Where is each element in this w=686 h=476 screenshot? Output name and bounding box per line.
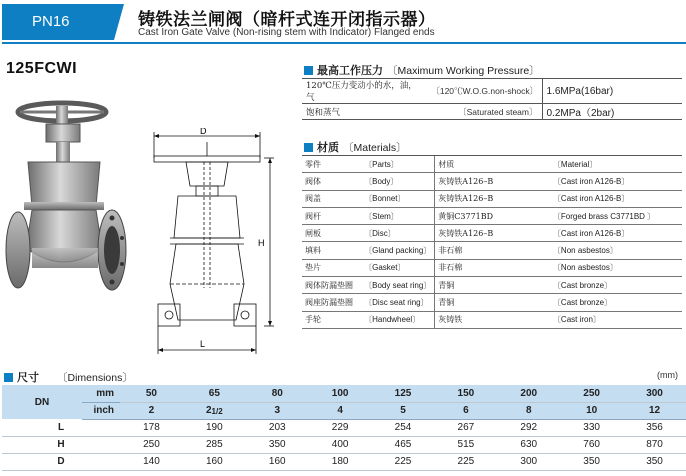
dimension-value: 330	[560, 419, 623, 436]
material-en: 〔Non asbestos〕	[550, 259, 682, 276]
materials-heading-en: 〔Materials〕	[343, 141, 407, 154]
dn-inch-cell: 2	[120, 402, 183, 419]
material-cn: 非石棉	[435, 259, 550, 276]
part-name-en: 〔Stem〕	[361, 207, 435, 224]
pressure-desc-cn: 饱和蒸气	[302, 104, 427, 120]
materials-row	[302, 156, 682, 173]
dimensions-table	[2, 385, 686, 471]
dimensions-heading-en: 〔Dimensions〕	[57, 371, 133, 384]
dimension-value: 515	[434, 436, 497, 453]
materials-row	[302, 190, 682, 207]
dn-mm-cell: 100	[309, 385, 372, 402]
dn-mm-cell: 125	[372, 385, 435, 402]
dimension-value: 870	[623, 436, 686, 453]
dimension-value: 203	[246, 419, 309, 436]
materials-heading-cn: 材质	[317, 141, 339, 154]
material-cn: 青铜	[435, 277, 550, 294]
dimension-value: 400	[309, 436, 372, 453]
dimension-value: 292	[497, 419, 560, 436]
dimension-value: 267	[434, 419, 497, 436]
dn-inch-cell: 4	[309, 402, 372, 419]
pressure-table	[302, 78, 682, 120]
dn-mm-cell: 200	[497, 385, 560, 402]
pressure-heading	[304, 62, 540, 78]
materials-row	[302, 207, 682, 224]
material-en: 〔Cast iron A126-B〕	[550, 225, 682, 242]
part-name-cn: 填料	[302, 242, 361, 259]
title-english: Cast Iron Gate Valve (Non-rising stem with Indicator) Flanged ends	[138, 27, 435, 38]
part-name-en: 〔Disc seat ring〕	[361, 294, 435, 311]
dimension-value: 465	[372, 436, 435, 453]
dimension-value: 285	[183, 436, 246, 453]
model-number: 125FCWI	[6, 60, 78, 77]
material-en: 〔Cast iron A126-B〕	[550, 173, 682, 190]
part-name-cn: 阀座防漏垫圈	[302, 294, 361, 311]
pressure-heading-en: 〔Maximum Working Pressure〕	[387, 64, 540, 77]
dimension-value: 190	[183, 419, 246, 436]
pressure-desc-cn: 120℃压力变动小的水，油，气	[302, 79, 427, 104]
dimension-value: 178	[120, 419, 183, 436]
dimension-value: 300	[497, 453, 560, 470]
valve-drawing	[140, 128, 274, 360]
part-name-cn: 阀杆	[302, 207, 361, 224]
dn-mm-cell: 150	[434, 385, 497, 402]
dimension-value: 630	[497, 436, 560, 453]
material-cn: 材质	[435, 156, 550, 173]
page-header	[0, 0, 686, 46]
dn-mm-cell: 250	[560, 385, 623, 402]
material-en: 〔Cast iron A126-B〕	[550, 190, 682, 207]
part-name-en: 〔Gasket〕	[361, 259, 435, 276]
part-name-cn: 闸板	[302, 225, 361, 242]
dn-inch-cell: 8	[497, 402, 560, 419]
part-name-cn: 手轮	[302, 311, 361, 328]
material-en: 〔Cast iron〕	[550, 311, 682, 328]
part-name-en: 〔Body seat ring〕	[361, 277, 435, 294]
part-name-en: 〔Gland packing〕	[361, 242, 435, 259]
dimension-value: 350	[623, 453, 686, 470]
dimensions-heading-cn: 尺寸	[17, 371, 39, 384]
material-cn: 黄铜C3771BD	[435, 207, 550, 224]
dn-inch-cell: 5	[372, 402, 435, 419]
inch-num: 1	[211, 407, 216, 416]
pressure-row	[302, 79, 682, 104]
part-name-en: 〔Disc〕	[361, 225, 435, 242]
dimension-value: 229	[309, 419, 372, 436]
dn-mm-cell: 65	[183, 385, 246, 402]
dn-inch-row	[2, 402, 686, 419]
part-name-cn: 阀盖	[302, 190, 361, 207]
material-cn: 非石棉	[435, 242, 550, 259]
dimension-value: 350	[246, 436, 309, 453]
material-cn: 青铜	[435, 294, 550, 311]
part-name-cn: 零件	[302, 156, 361, 173]
dimensions-heading	[4, 369, 133, 385]
dn-mm-cell: 80	[246, 385, 309, 402]
dimension-label: D	[2, 453, 120, 470]
section-marker-icon	[304, 66, 313, 75]
dn-label: DN	[2, 385, 82, 419]
fraction-slash: /	[216, 407, 219, 416]
mm-unit-label: mm	[82, 385, 120, 402]
inch-whole: 2	[205, 405, 212, 416]
dimension-value: 225	[372, 453, 435, 470]
pressure-value: 1.6MPa(16bar)	[542, 79, 682, 104]
dim-l-label: L	[200, 339, 206, 349]
pressure-desc-en: 〔120℃W.O.G.non-shock〕	[427, 79, 542, 104]
tab-slant	[108, 4, 124, 40]
dimension-row	[2, 453, 686, 470]
pressure-row	[302, 104, 682, 120]
material-cn: 灰铸铁A126–B	[435, 225, 550, 242]
section-marker-icon	[304, 143, 313, 152]
part-name-en: 〔Body〕	[361, 173, 435, 190]
dn-mm-cell: 300	[623, 385, 686, 402]
dn-inch-cell: 3	[246, 402, 309, 419]
materials-row	[302, 277, 682, 294]
part-name-en: 〔Parts〕	[361, 156, 435, 173]
dim-h-label: H	[258, 238, 265, 248]
unit-note: (mm)	[657, 370, 678, 380]
dim-d-label: D	[200, 128, 207, 136]
dimension-value: 140	[120, 453, 183, 470]
material-en: 〔Non asbestos〕	[550, 242, 682, 259]
part-name-en: 〔Bonnet〕	[361, 190, 435, 207]
header-rule	[2, 42, 686, 44]
dimension-value: 350	[560, 453, 623, 470]
dimension-row	[2, 436, 686, 453]
section-marker-icon	[4, 373, 13, 382]
material-en: 〔Forged brass C3771BD 〕	[550, 207, 682, 224]
part-name-cn: 垫片	[302, 259, 361, 276]
materials-heading	[304, 139, 407, 155]
dn-inch-cell: 6	[434, 402, 497, 419]
materials-row	[302, 173, 682, 190]
dimension-value: 225	[434, 453, 497, 470]
inch-unit-label: inch	[82, 402, 120, 419]
dn-mm-cell: 50	[120, 385, 183, 402]
dimension-label: H	[2, 436, 120, 453]
material-en: 〔Material〕	[550, 156, 682, 173]
title-chinese: 铸铁法兰闸阀（暗杆式连开闭指示器）	[138, 10, 436, 30]
dimension-value: 254	[372, 419, 435, 436]
pressure-value: 0.2MPa（2bar)	[542, 104, 682, 120]
pressure-heading-cn: 最高工作压力	[317, 64, 383, 77]
inch-den: 2	[218, 407, 223, 416]
part-name-cn: 阀体	[302, 173, 361, 190]
dn-inch-cell: 12	[623, 402, 686, 419]
dn-inch-cell: 10	[560, 402, 623, 419]
materials-row	[302, 242, 682, 259]
part-name-cn: 阀体防漏垫圈	[302, 277, 361, 294]
part-name-en: 〔Handwheel〕	[361, 311, 435, 328]
material-cn: 灰铸铁A126–B	[435, 190, 550, 207]
valve-photo	[4, 98, 128, 314]
materials-row	[302, 311, 682, 328]
dn-mm-row	[2, 385, 686, 402]
material-cn: 灰铸铁A126–B	[435, 173, 550, 190]
pressure-class-tab: PN16	[2, 4, 114, 40]
materials-table	[302, 155, 682, 329]
dimension-value: 760	[560, 436, 623, 453]
dimension-label: L	[2, 419, 120, 436]
materials-row	[302, 259, 682, 276]
pressure-desc-en: 〔Saturated steam〕	[427, 104, 542, 120]
material-en: 〔Cast bronze〕	[550, 294, 682, 311]
dimension-value: 250	[120, 436, 183, 453]
inch-fraction	[212, 407, 223, 416]
dimension-row	[2, 419, 686, 436]
dimension-value: 160	[183, 453, 246, 470]
materials-row	[302, 225, 682, 242]
material-en: 〔Cast bronze〕	[550, 277, 682, 294]
materials-row	[302, 294, 682, 311]
dn-inch-cell	[183, 402, 246, 419]
dimension-value: 356	[623, 419, 686, 436]
dimension-value: 180	[309, 453, 372, 470]
material-cn: 灰铸铁	[435, 311, 550, 328]
dimension-value: 160	[246, 453, 309, 470]
